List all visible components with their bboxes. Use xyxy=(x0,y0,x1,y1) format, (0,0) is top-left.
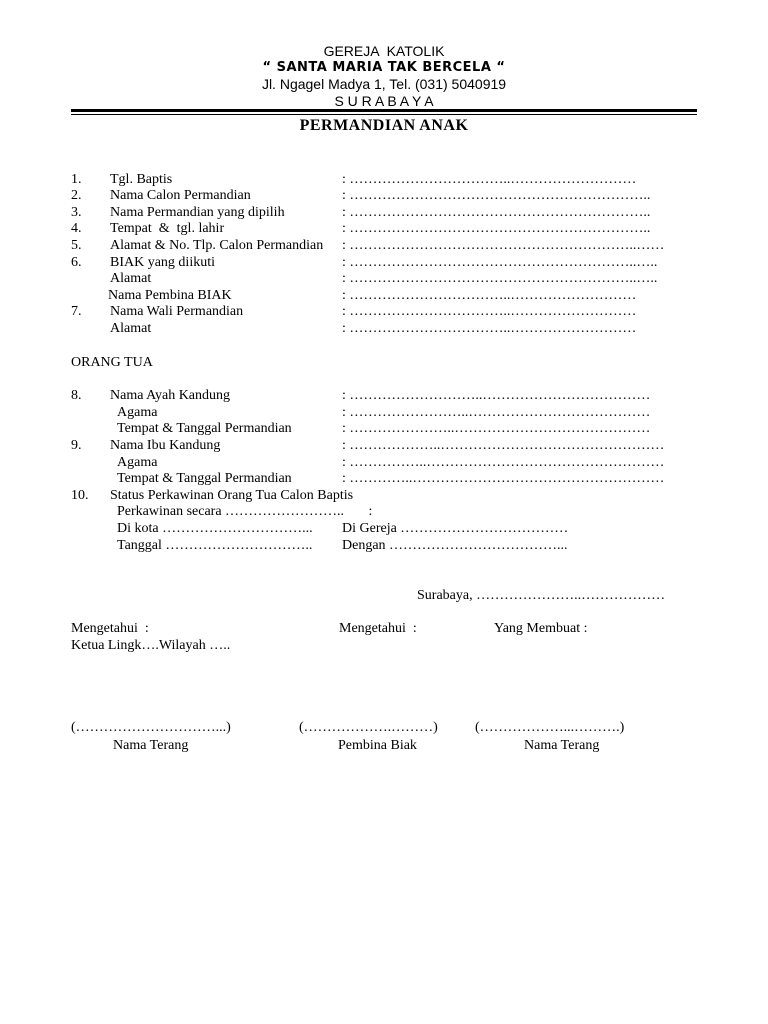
field-fill-line[interactable]: : ……………………………………………………..…… xyxy=(342,238,665,253)
field-fill-line[interactable]: : ………………..………………………………………… xyxy=(342,438,665,453)
church-city: S U R A B A Y A xyxy=(334,93,434,109)
field-fill-line[interactable]: : ……………………..………………………………… xyxy=(342,405,651,420)
field-fill-line[interactable]: : ……………………………………………………….. xyxy=(342,188,651,203)
field-fill-line[interactable]: : ………………………..……………………………… xyxy=(342,388,651,403)
field-fill-line[interactable]: : ……………..…………………………………………… xyxy=(342,455,665,470)
acknowledged-label-middle: Mengetahui : xyxy=(339,621,417,636)
section-heading-parents: ORANG TUA xyxy=(71,355,153,370)
field-number: 1. xyxy=(71,172,82,187)
place-date-field[interactable]: Surabaya, …………………..……………… xyxy=(417,588,666,603)
field-label: Nama Ayah Kandung xyxy=(110,388,231,403)
field-fill-line[interactable]: : ……………………………..……………………… xyxy=(342,321,637,336)
header-rule-thick xyxy=(71,109,697,112)
marriage-date-field[interactable]: Tanggal ………………………….. xyxy=(117,538,313,553)
marriage-with-field[interactable]: Dengan ………………………………... xyxy=(342,538,568,553)
form-title: PERMANDIAN ANAK xyxy=(299,117,469,134)
signature-line-left[interactable]: (…………………………...) xyxy=(71,720,231,735)
field-label: Agama xyxy=(117,455,158,470)
header-rule-thin xyxy=(71,114,697,115)
field-label: Alamat xyxy=(110,321,152,336)
field-label: Agama xyxy=(117,405,158,420)
field-label: Nama Wali Permandian xyxy=(110,304,244,319)
marriage-city-field[interactable]: Di kota …………………………... xyxy=(117,521,313,536)
marriage-church-field[interactable]: Di Gereja ……………………………… xyxy=(342,521,569,536)
field-label: BIAK yang diikuti xyxy=(110,255,215,270)
signature-line-right[interactable]: (………………...……….) xyxy=(475,720,625,735)
field-fill-line[interactable]: : ……………………………………………………..….. xyxy=(342,271,658,286)
field-number: 3. xyxy=(71,205,82,220)
field-number: 6. xyxy=(71,255,82,270)
field-label: Tempat & Tanggal Permandian xyxy=(117,471,292,486)
field-fill-line[interactable]: : ……………………………………………………..….. xyxy=(342,255,658,270)
field-fill-line[interactable]: : …………………..…………………………………… xyxy=(342,421,651,436)
field-label: Nama Ibu Kandung xyxy=(110,438,221,453)
field-number: 5. xyxy=(71,238,82,253)
field-fill-line[interactable]: : …………..……………………………………………… xyxy=(342,471,665,486)
field-label: Tempat & tgl. lahir xyxy=(110,221,225,236)
signature-line-middle[interactable]: (……………….………) xyxy=(299,720,438,735)
field-fill-line[interactable]: : ……………………………..……………………… xyxy=(342,304,637,319)
church-address: Jl. Ngagel Madya 1, Tel. (031) 5040919 xyxy=(261,76,507,92)
field-number: 2. xyxy=(71,188,82,203)
field-label: Nama Calon Permandian xyxy=(110,188,251,203)
maker-label: Yang Membuat : xyxy=(494,621,588,636)
field-label: Tgl. Baptis xyxy=(110,172,173,187)
field-number: 8. xyxy=(71,388,82,403)
field-number: 7. xyxy=(71,304,82,319)
field-number: 4. xyxy=(71,221,82,236)
area-head-label: Ketua Lingk….Wilayah ….. xyxy=(71,638,231,653)
field-label: Alamat xyxy=(110,271,152,286)
marriage-type-field[interactable]: Perkawinan secara …………………….. : xyxy=(117,504,373,519)
field-fill-line[interactable]: : ……………………………..……………………… xyxy=(342,172,637,187)
field-fill-line[interactable]: : ……………………………………………………….. xyxy=(342,221,651,236)
church-name: “ SANTA MARIA TAK BERCELA “ xyxy=(262,60,506,75)
signatory-name-middle: Pembina Biak xyxy=(338,738,417,753)
church-type: GEREJA KATOLIK xyxy=(323,43,445,59)
field-fill-line[interactable]: : ……………………………..……………………… xyxy=(342,288,637,303)
field-label: Nama Pembina BIAK xyxy=(108,288,232,303)
signatory-name-right: Nama Terang xyxy=(524,738,600,753)
field-label: Alamat & No. Tlp. Calon Permandian xyxy=(110,238,324,253)
field-number: 10. xyxy=(71,488,89,503)
field-fill-line[interactable]: : ……………………………………………………….. xyxy=(342,205,651,220)
acknowledged-label-left: Mengetahui : xyxy=(71,621,149,636)
field-number: 9. xyxy=(71,438,82,453)
signatory-name-left: Nama Terang xyxy=(113,738,189,753)
field-label: Status Perkawinan Orang Tua Calon Baptis xyxy=(110,488,354,503)
field-label: Tempat & Tanggal Permandian xyxy=(117,421,292,436)
field-label: Nama Permandian yang dipilih xyxy=(110,205,285,220)
